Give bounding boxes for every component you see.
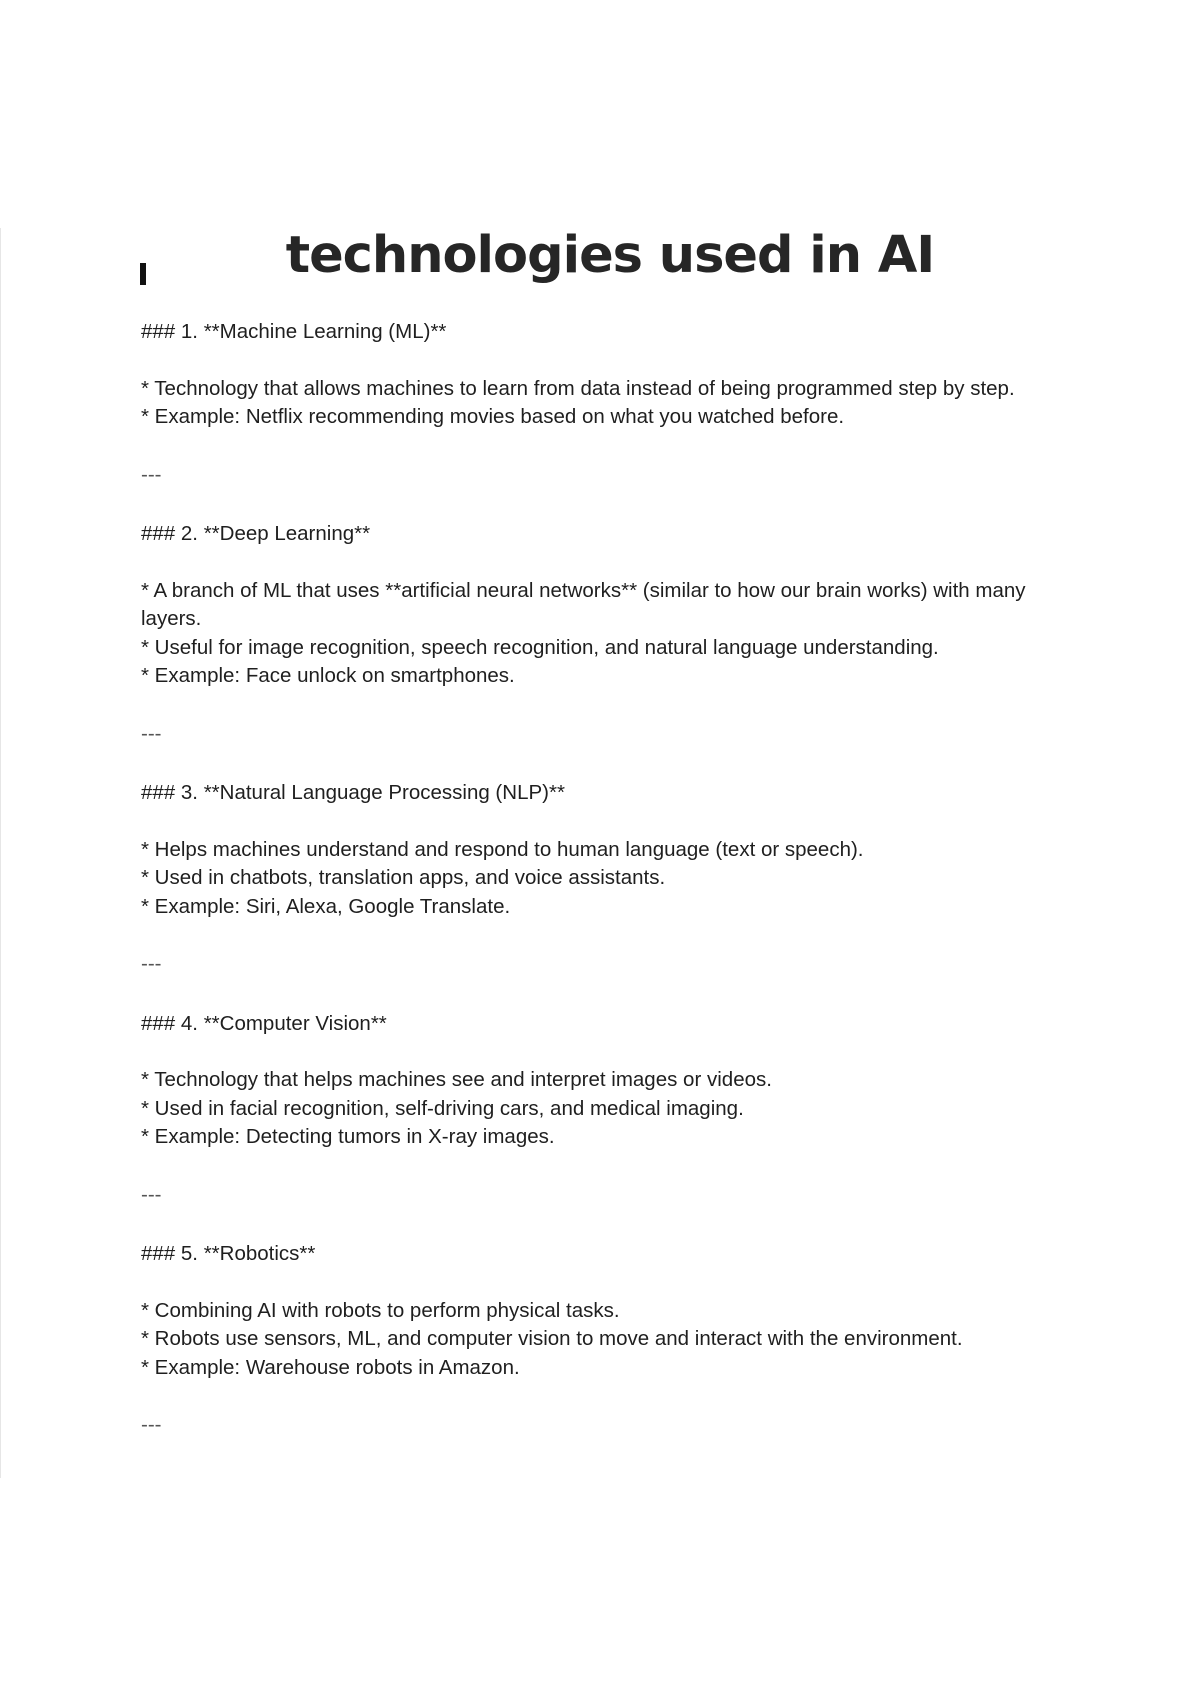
section-heading: ### 2. **Deep Learning** [141, 522, 371, 545]
list-item: * Technology that helps machines see and interpret images or videos. [141, 1068, 772, 1091]
section-deep-learning [141, 520, 1041, 748]
list-item: * A branch of ML that uses **artificial neural networks** (similar to how our brain works) with many layers. [141, 578, 1026, 630]
document-body [141, 318, 1041, 1471]
bullet-list [141, 1066, 1041, 1152]
list-item: * Useful for image recognition, speech recognition, and natural language understanding. [141, 635, 939, 659]
list-item: * Used in facial recognition, self-driving cars, and medical imaging. [141, 1096, 744, 1120]
section-machine-learning [141, 318, 1041, 489]
bullet-list [141, 1297, 1041, 1383]
list-item: * Example: Siri, Alexa, Google Translate. [141, 894, 511, 918]
page-title: technologies used in AI [285, 226, 935, 285]
list-item: * Example: Netflix recommending movies based on what you watched before. [141, 405, 845, 428]
section-divider: --- [141, 1182, 162, 1206]
bullet-list [141, 375, 1041, 432]
list-item: * Example: Face unlock on smartphones. [141, 664, 515, 687]
list-item: * Example: Warehouse robots in Amazon. [141, 1355, 520, 1379]
section-divider: --- [141, 1413, 162, 1436]
list-item: * Used in chatbots, translation apps, and voice assistants. [141, 866, 666, 889]
list-item: * Combining AI with robots to perform physical tasks. [141, 1298, 620, 1322]
bullet-list [141, 836, 1041, 922]
section-heading: ### 4. **Computer Vision** [141, 1011, 387, 1035]
section-heading: ### 5. **Robotics** [141, 1242, 316, 1265]
section-divider: --- [141, 721, 162, 745]
left-edge-line [0, 228, 1, 1478]
list-item: * Helps machines understand and respond to human language (text or speech). [141, 837, 864, 861]
section-computer-vision [141, 1010, 1041, 1210]
section-robotics [141, 1240, 1041, 1440]
list-item: * Robots use sensors, ML, and computer vision to move and interact with the environment. [141, 1327, 963, 1350]
section-divider: --- [141, 952, 162, 975]
list-item: * Technology that allows machines to learn from data instead of being programmed step by step. [141, 376, 1015, 400]
section-heading: ### 1. **Machine Learning (ML)** [141, 320, 447, 343]
section-heading: ### 3. **Natural Language Processing (NLP)** [141, 781, 565, 804]
list-item: * Example: Detecting tumors in X-ray images. [141, 1125, 555, 1148]
section-divider: --- [141, 462, 162, 486]
bullet-list [141, 577, 1041, 691]
section-nlp [141, 779, 1041, 979]
